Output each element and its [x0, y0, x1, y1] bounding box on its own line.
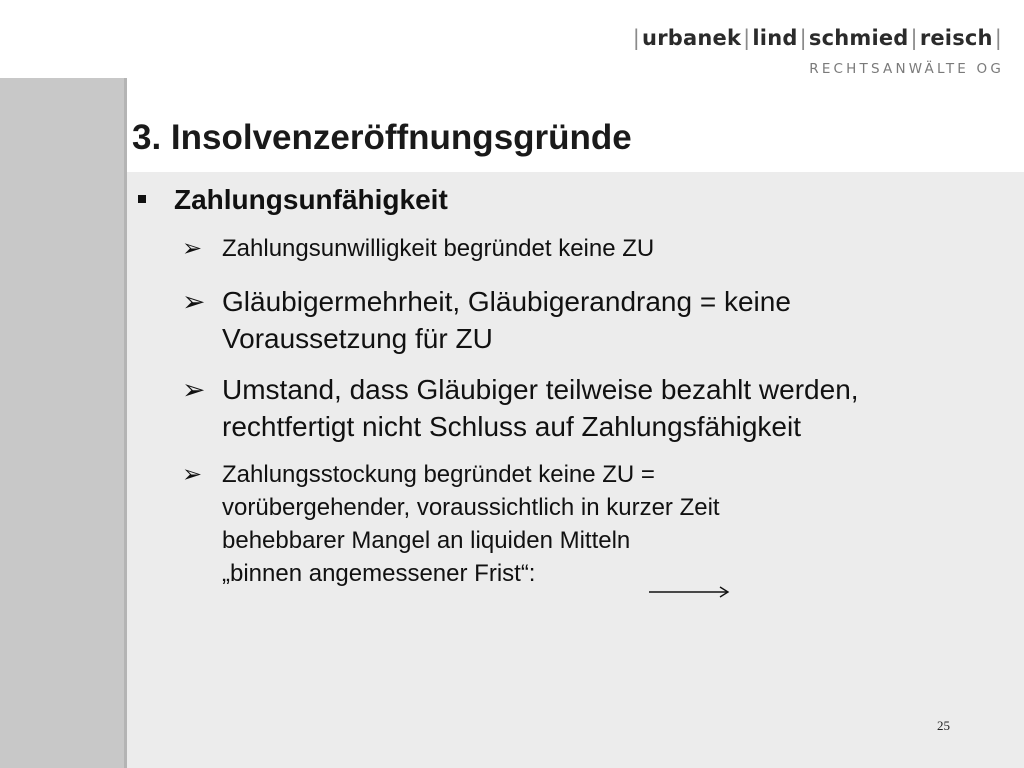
sub-bullet-3: [182, 371, 859, 445]
logo-firm-names: |urbanek|lind|schmied|reisch|: [632, 26, 1002, 50]
arrowhead-bullet-icon: ➢: [182, 235, 203, 262]
slide-title: 3. Insolvenzeröffnungsgründe: [132, 118, 632, 157]
sub-bullet-4-line-4: „binnen angemessener Frist“:: [222, 560, 536, 587]
square-bullet-icon: [138, 195, 146, 203]
logo-subtitle: RECHTSANWÄLTE OG: [809, 61, 1004, 77]
firm-logo: [631, 26, 1004, 77]
sub-bullet-2: [182, 283, 791, 357]
main-bullet: [138, 184, 448, 216]
logo-firm-4: reisch: [919, 26, 993, 50]
arrowhead-bullet-icon: ➢: [182, 374, 206, 405]
logo-firm-1: urbanek: [642, 26, 742, 50]
left-decorative-band: [0, 78, 126, 768]
logo-firm-3: schmied: [808, 26, 909, 50]
sub-bullet-4-line-1: Zahlungsstockung begründet keine ZU =: [222, 461, 655, 488]
main-bullet-text: Zahlungsunfähigkeit: [174, 184, 448, 215]
sub-bullet-2-line-1: Gläubigermehrheit, Gläubigerandrang = keine: [222, 286, 791, 317]
logo-firm-2: lind: [752, 26, 798, 50]
sub-bullet-4: [182, 458, 720, 590]
long-right-arrow-icon: [649, 586, 731, 598]
sub-bullet-1-line-1: Zahlungsunwilligkeit begründet keine ZU: [222, 235, 655, 262]
arrowhead-bullet-icon: ➢: [182, 286, 206, 317]
sub-bullet-3-line-2: rechtfertigt nicht Schluss auf Zahlungsfähigkeit: [222, 411, 801, 442]
sub-bullet-3-line-1: Umstand, dass Gläubiger teilweise bezahlt werden,: [222, 374, 859, 405]
sub-bullet-2-line-2: Voraussetzung für ZU: [222, 323, 493, 354]
page-number: 25: [937, 718, 950, 733]
sub-bullet-4-line-2: vorübergehender, voraussichtlich in kurzer Zeit: [222, 494, 720, 521]
arrowhead-bullet-icon: ➢: [182, 461, 203, 488]
sub-bullet-1: [182, 234, 654, 264]
sub-bullet-4-line-3: behebbarer Mangel an liquiden Mitteln: [222, 527, 631, 554]
